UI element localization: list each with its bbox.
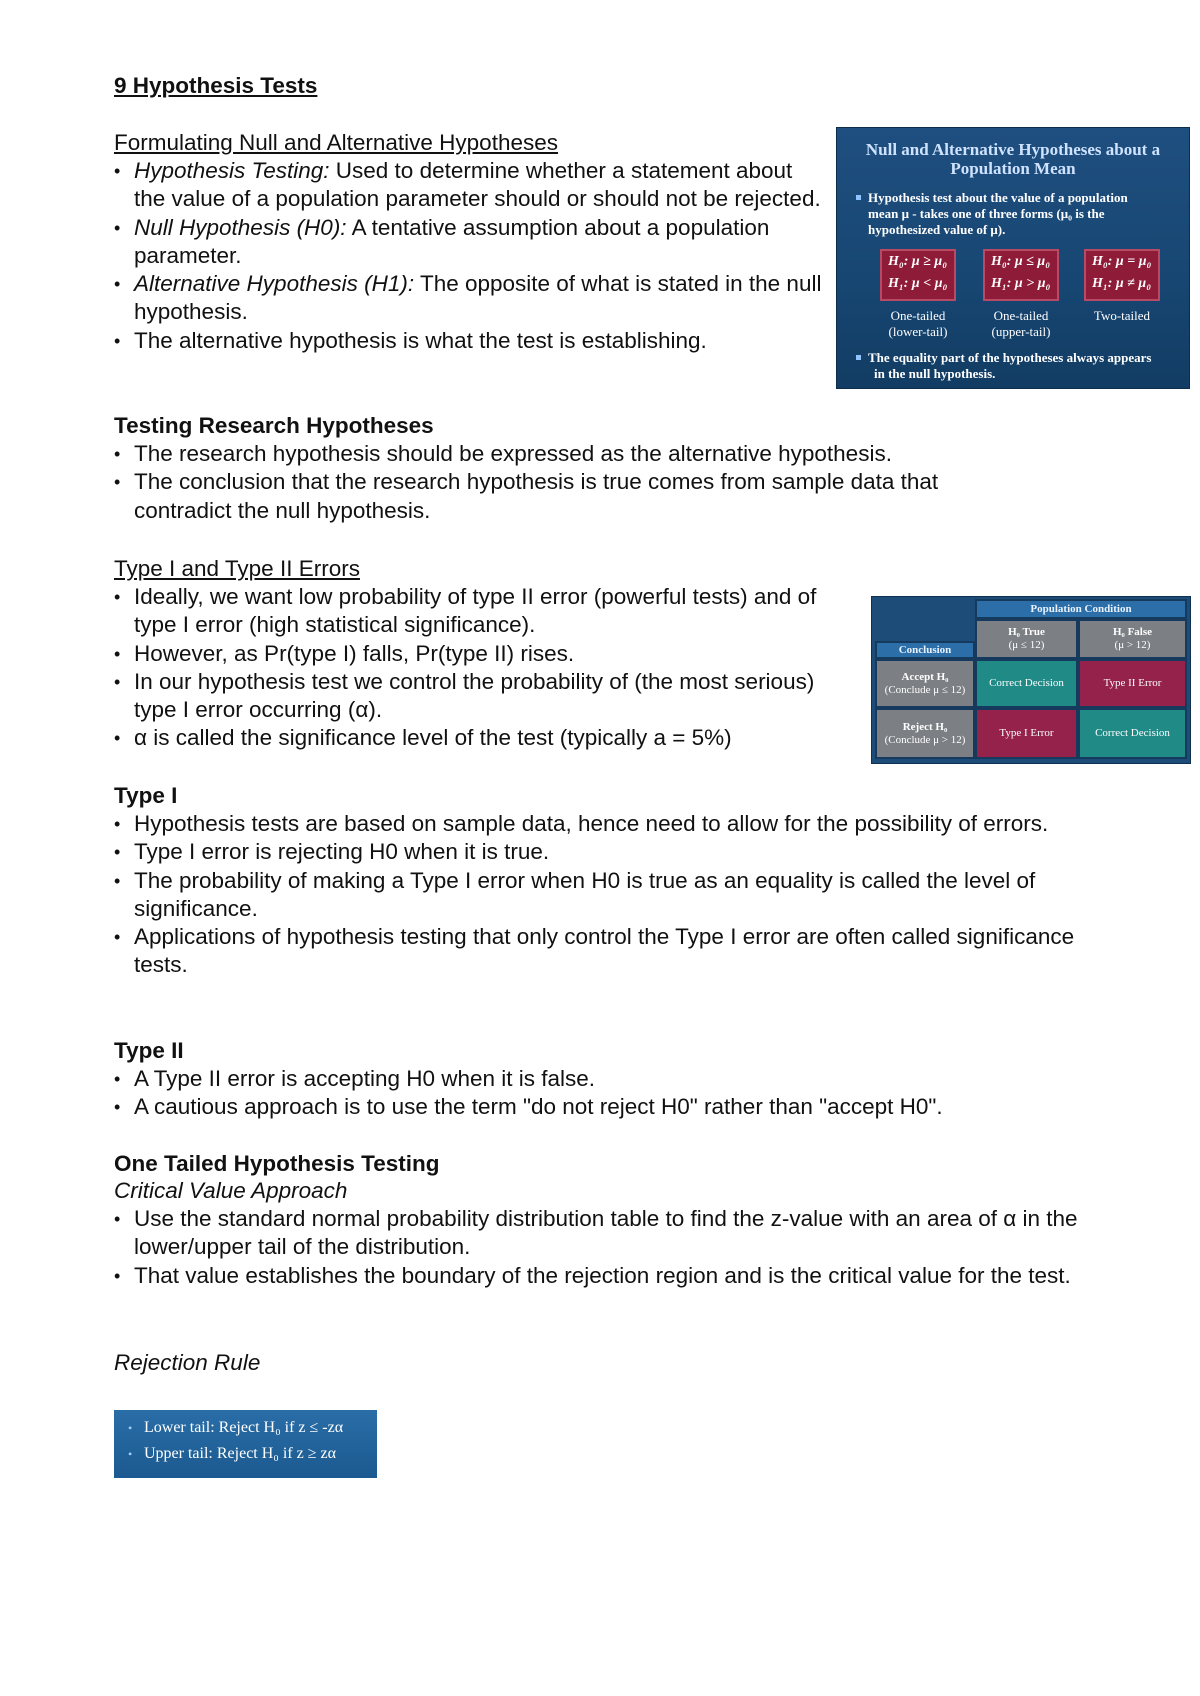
definition-text: A tentative assumption about a population parameter. [134,214,770,268]
lower-tail-rule: • Lower tail: Reject H₀ if z ≤ -zα [128,1415,377,1441]
population-condition-header: Population Condition [975,599,1187,619]
box-label [1077,308,1167,324]
slide-bullet-line: The equality part of the hypotheses always appears [868,350,1152,365]
h1-formula: H₁: μ ≠ μ₀ [1092,276,1152,291]
critical-value-subheading: Critical Value Approach [114,1178,348,1203]
box-label [976,308,1066,340]
term-hypothesis-testing: Hypothesis Testing: [134,158,330,183]
type2-list [114,1065,1094,1122]
cell-subtext: (μ ≤ 12) [1008,639,1045,651]
slide-bullet [868,190,1128,238]
hypothesis-box-two [1084,249,1160,301]
slide-title-line: Population Mean [950,159,1076,178]
list-item: • Applications of hypothesis testing that only control the Type I error are often called significance tests. [114,923,1089,980]
page-title: 9 Hypothesis Tests [114,73,318,98]
list-item: • α is called the significance level of the test (typically a = 5%) [114,724,859,752]
list-item [114,270,824,327]
cell-subtext: (Conclude μ ≤ 12) [884,683,966,696]
hypothesis-box-upper [983,249,1059,301]
hypotheses-slide-image [836,127,1190,389]
upper-tail-rule: • Upper tail: Reject H₀ if z ≥ zα [128,1441,377,1467]
h1-formula: H₁: μ < μ₀ [888,276,948,291]
list-item: • Use the standard normal probability distribution table to find the z-value with an area of α in the lower/upper tail of the distribution. [114,1205,1099,1262]
slide-bullet-line: hypothesized value of μ). [868,222,1006,237]
term-alternative-hypothesis: Alternative Hypothesis (H1): [134,271,415,297]
formulating-heading: Formulating Null and Alternative Hypotheses [114,130,558,155]
correct-decision-cell: Correct Decision [975,659,1078,708]
term-null-hypothesis: Null Hypothesis (H0): [134,214,347,240]
list-item: • However, as Pr(type I) falls, Pr(type II) rises. [114,640,859,668]
slide-title-line: Null and Alternative Hypotheses about a [865,140,1161,159]
slide-bullet-line: mean μ - takes one of three forms (μ₀ is the [868,206,1105,221]
cell-subtext: (μ > 12) [1114,639,1151,651]
type1-heading: Type I [114,783,178,808]
reject-h0-row-header [875,708,975,759]
box-label [873,308,963,340]
list-item: • The research hypothesis should be expressed as the alternative hypothesis. [114,440,1034,468]
box-label-line: One-tailed [890,308,946,323]
accept-h0-row-header [875,659,975,708]
list-item: • That value establishes the boundary of the rejection region and is the critical value for the test. [114,1262,1099,1290]
cell-text: H₀ False [1112,626,1153,638]
research-list [114,440,1034,525]
box-label-line: (upper-tail) [991,324,1051,339]
onetailed-heading: One Tailed Hypothesis Testing [114,1151,440,1176]
h0-formula: H₀: μ = μ₀ [1092,254,1152,269]
h0-false-header [1078,619,1187,659]
list-item: • Type I error is rejecting H0 when it is true. [114,838,1089,866]
slide-bullet [868,350,1152,382]
h0-formula: H₀: μ ≥ μ₀ [888,254,948,269]
definition-text: The opposite of what is stated in the null hypothesis. [134,271,822,325]
cell-text: Accept H₀ [901,670,949,683]
list-item: • Hypothesis tests are based on sample data, hence need to allow for the possibility of errors. [114,810,1089,838]
slide-bullet-line: in the null hypothesis. [874,366,996,381]
list-item [114,214,824,271]
errors-list [114,583,859,753]
cell-text: Reject H₀ [902,720,948,733]
list-item: • The probability of making a Type I error when H0 is true as an equality is called the level of significance. [114,867,1089,924]
box-label-line: Two-tailed [1093,308,1151,323]
formulating-list [114,157,824,355]
box-label-line: One-tailed [993,308,1049,323]
type-ii-error-cell: Type II Error [1078,659,1187,708]
h0-true-header [975,619,1078,659]
type-i-error-cell: Type I Error [975,708,1078,759]
correct-decision-cell: Correct Decision [1078,708,1187,759]
type1-list [114,810,1089,980]
h0-formula: H₀: μ ≤ μ₀ [991,254,1051,269]
list-item: • The conclusion that the research hypothesis is true comes from sample data that contradict the null hypothesis. [114,468,1034,525]
cell-subtext: (Conclude μ > 12) [884,733,966,746]
error-table-image [871,596,1191,764]
errors-heading: Type I and Type II Errors [114,556,360,581]
slide-title [837,140,1189,178]
rejection-rule-image [114,1410,377,1478]
list-item: • A cautious approach is to use the term "do not reject H0" rather than "accept H0". [114,1093,1094,1121]
hypothesis-box-lower [880,249,956,301]
list-item [114,327,824,355]
list-item [114,157,824,214]
definition-text: The alternative hypothesis is what the test is establishing. [134,327,707,353]
h1-formula: H₁: μ > μ₀ [991,276,1051,291]
slide-bullet-line: Hypothesis test about the value of a population [868,190,1128,205]
onetailed-list [114,1205,1099,1290]
conclusion-header: Conclusion [875,641,975,659]
type2-heading: Type II [114,1038,184,1063]
definition-text: Used to determine whether a statement about the value of a population parameter should or should not be rejected. [134,158,821,212]
list-item: • Ideally, we want low probability of type II error (powerful tests) and of type I error (high statistical significance). [114,583,859,640]
box-label-line: (lower-tail) [888,324,948,339]
list-item: • A Type II error is accepting H0 when it is false. [114,1065,1094,1093]
cell-text: H₀ True [1008,626,1045,638]
rejection-rule-label: Rejection Rule [114,1350,261,1375]
list-item: • In our hypothesis test we control the probability of (the most serious) type I error occurring (α). [114,668,859,725]
research-heading: Testing Research Hypotheses [114,413,434,438]
